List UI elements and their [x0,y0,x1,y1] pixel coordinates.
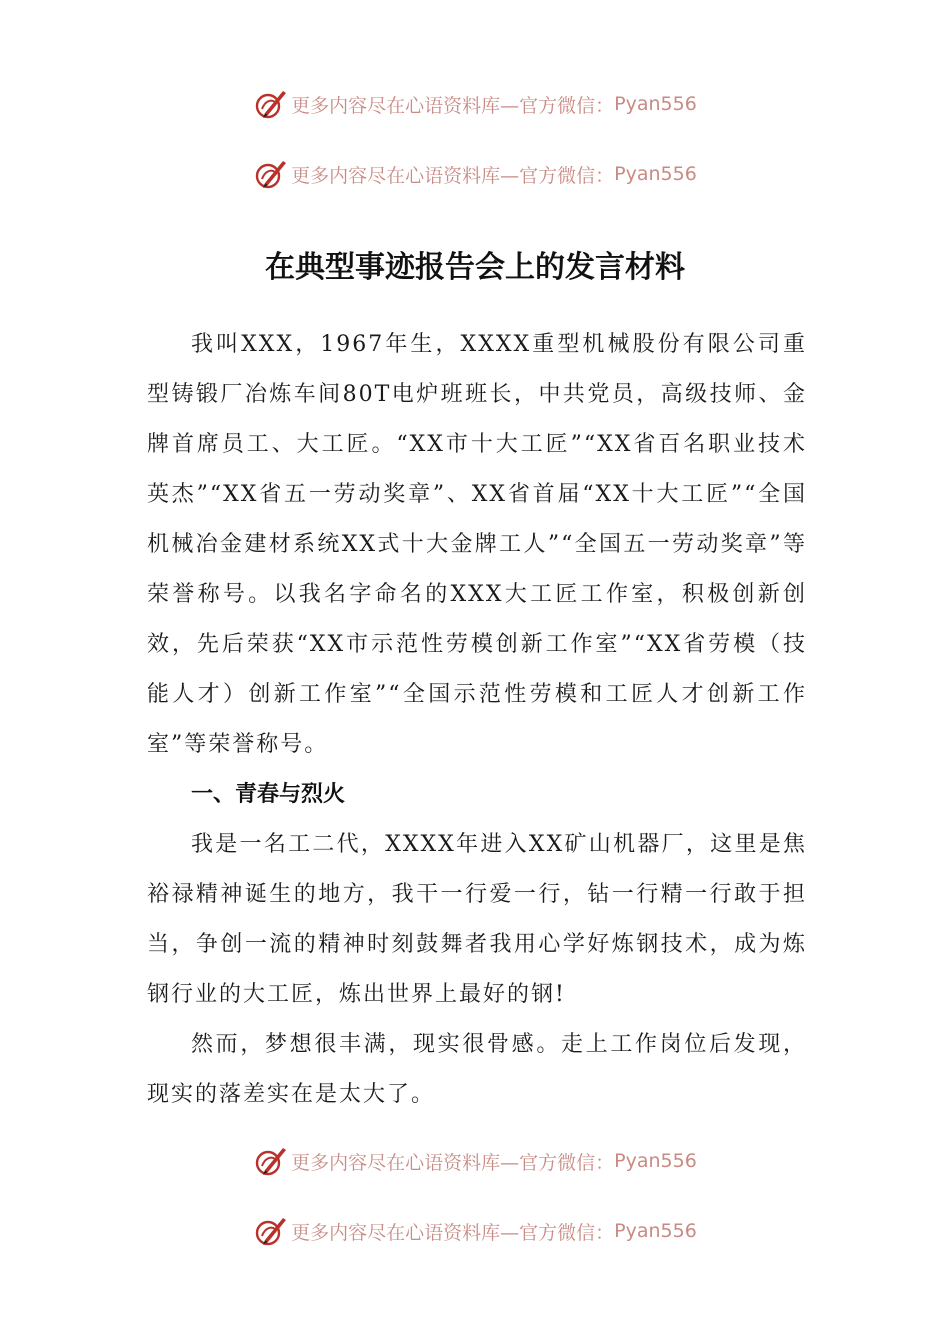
pen-logo-icon [253,157,287,191]
watermark-text: 更多内容尽在心语资料库—官方微信： [291,1221,615,1244]
pen-logo-icon [253,87,287,121]
pen-logo-icon [253,1214,287,1248]
watermark-banner-top-1 [0,84,950,124]
section-paragraph-1: 我是一名工二代，XXXX年进入XX矿山机器厂，这里是焦裕禄精神诞生的地方，我干一行爱一行，钻一行精一行敢于担当，争创一流的精神时刻鼓舞者我用心学好炼钢技术，成为炼钢行业的大工匠，炼出世界上最好的钢! [147,832,807,1007]
watermark-banner-bottom-2 [0,1211,950,1251]
section-heading: 一、青春与烈火 [191,782,346,807]
document-title: 在典型事迹报告会上的发言材料 [265,250,685,285]
watermark-banner-bottom-1 [0,1141,950,1181]
watermark-wechat-id: Pyan556 [614,93,697,115]
watermark-wechat-id: Pyan556 [614,163,697,185]
watermark-text: 更多内容尽在心语资料库—官方微信： [291,94,615,117]
watermark-banner-top-2 [0,154,950,194]
document-body [147,320,807,1120]
watermark-wechat-id: Pyan556 [614,1220,697,1242]
pen-logo-icon [253,1144,287,1178]
intro-paragraph: 我叫XXX，1967年生，XXXX重型机械股份有限公司重型铸锻厂冶炼车间80T电炉班班长，中共党员，高级技师、金牌首席员工、大工匠。“XX市十大工匠”“XX省百名职业技术英杰”“XX省五一劳动奖章”、XX省首届“XX十大工匠”“全国机械冶金建材系统XX式十大金牌工人”“全国五一劳动奖章”等荣誉称号。以我名字命名的XXX大工匠工作室，积极创新创效，先后荣获“XX市示范性劳模创新工作室”“XX省劳模（技能人才）创新工作室”“全国示范性劳模和工匠人才创新工作室”等荣誉称号。 [147,332,807,757]
watermark-wechat-id: Pyan556 [614,1150,697,1172]
watermark-text: 更多内容尽在心语资料库—官方微信： [291,1151,615,1174]
section-paragraph-2: 然而，梦想很丰满，现实很骨感。走上工作岗位后发现，现实的落差实在是太大了。 [147,1032,807,1107]
watermark-text: 更多内容尽在心语资料库—官方微信： [291,164,615,187]
